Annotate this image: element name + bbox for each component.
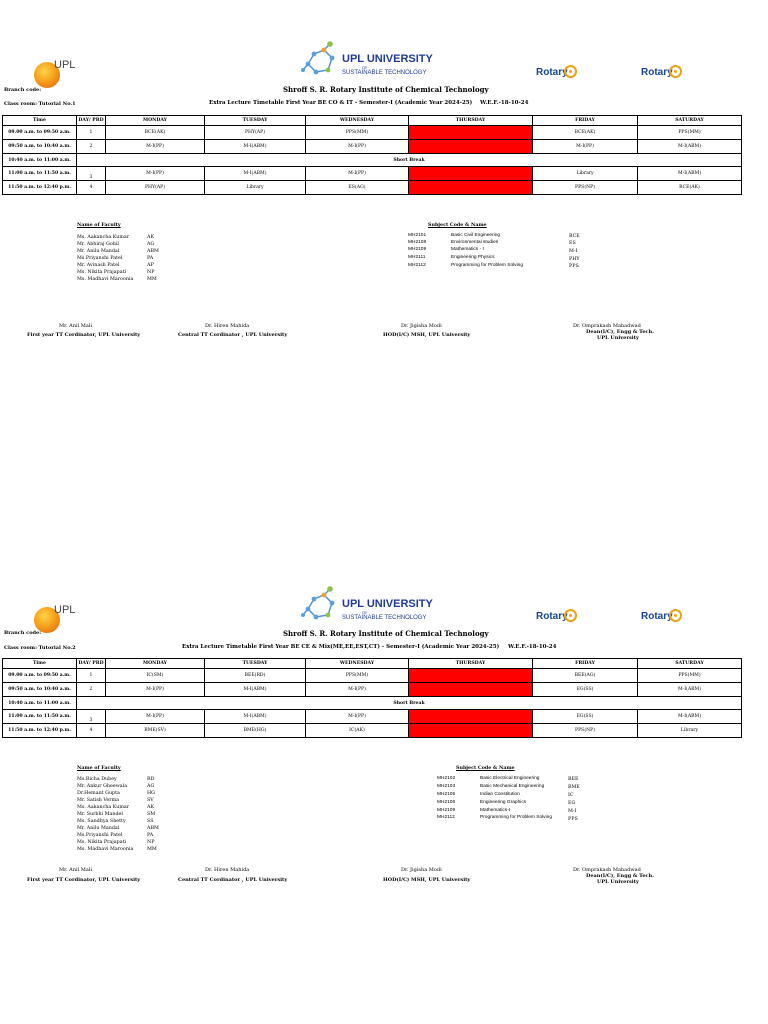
header-row [3, 116, 742, 126]
institute-name: Shroff S. R. Rotary Institute of Chemical Technology [283, 85, 489, 94]
molecule-icon [300, 585, 344, 627]
short-break: Short Break [77, 697, 742, 710]
faculty-title: Name of Faculty [77, 765, 121, 771]
col-tuesday: TUESDAY [205, 116, 306, 126]
table-row: 11:00 a.m. to 11:50 a.m. 3 M-I(PP) M-I(ABM) M-I(PP) Library M-I(ABM) [3, 167, 742, 181]
col-friday: FRIDAY [533, 116, 638, 126]
col-monday: MONDAY [106, 659, 205, 669]
col-time: Time [3, 116, 77, 126]
rotary-logo-1: Rotary [536, 63, 582, 85]
col-monday: MONDAY [106, 116, 205, 126]
thursday-blocked-cell [409, 181, 533, 195]
class-room: Class room: Tutorial No.2 [4, 645, 76, 651]
wef-date: W.E.F.-18-10-24 [480, 100, 529, 106]
molecule-icon [300, 40, 344, 82]
col-saturday: SATURDAY [638, 659, 742, 669]
col-saturday: SATURDAY [638, 116, 742, 126]
col-friday: FRIDAY [533, 659, 638, 669]
class-room: Class room: Tutorial No.1 [4, 101, 76, 107]
university-logo: UPL UNIVERSITY OF SUSTAINABLE TECHNOLOGY [300, 40, 432, 82]
col-tuesday: TUESDAY [205, 659, 306, 669]
rotary-wheel-icon [669, 609, 682, 622]
subject-title: Subject Code & Name [456, 765, 515, 771]
wef-date: W.E.F.-18-10-24 [508, 644, 557, 650]
faculty-title: Name of Faculty [77, 222, 121, 228]
branch-code: Branch code: [4, 87, 42, 93]
table-row: 09.00 a.m. to 09:50 a.m. 1 BCE(AK) PHY(AP) PPS(MM) BCE(AK) PPS(MM) [3, 126, 742, 140]
short-break: Short Break [77, 154, 742, 167]
col-wednesday: WEDNESDAY [306, 116, 409, 126]
col-wednesday: WEDNESDAY [306, 659, 409, 669]
timetable-title: Extra Lecture Timetable First Year BE CE & Mix(ME,EE,EST,CT) - Semester-I (Academic Year 2024-25) [182, 644, 500, 650]
branch-code: Branch code: [4, 630, 42, 636]
thursday-blocked-cell [409, 669, 533, 683]
table-row: 11:50 a.m. to 12:40 p.m. 4 BME(SV) BME(HG) IC(AK) PPS(NP) Library [3, 724, 742, 738]
thursday-blocked-cell [409, 710, 533, 724]
timetable [2, 115, 742, 195]
rotary-wheel-icon [564, 609, 577, 622]
rotary-wheel-icon [669, 65, 682, 78]
upl-logo: UPL [34, 56, 86, 90]
thursday-blocked-cell [409, 167, 533, 181]
break-row: 10:40 a.m. to 11:00 a.m. Short Break [3, 697, 742, 710]
rotary-wheel-icon [564, 65, 577, 78]
break-row: 10:40 a.m. to 11:00 a.m. Short Break [3, 154, 742, 167]
institute-name: Shroff S. R. Rotary Institute of Chemical Technology [283, 629, 489, 638]
timetable [2, 658, 742, 738]
thursday-blocked-cell [409, 683, 533, 697]
timetable-title: Extra Lecture Timetable First Year BE CO & IT - Semester-I (Academic Year 2024-25) [209, 100, 473, 106]
table-row: 09:50 a.m. to 10:40 a.m. 2 M-I(PP) M-I(ABM) M-I(PP) EG(SS) M-I(ABM) [3, 683, 742, 697]
thursday-blocked-cell [409, 140, 533, 154]
col-thursday: THURSDAY [409, 116, 533, 126]
header-row [3, 659, 742, 669]
upl-logo: UPL [34, 601, 86, 635]
thursday-blocked-cell [409, 126, 533, 140]
university-logo: UPL UNIVERSITY OF SUSTAINABLE TECHNOLOGY [300, 585, 432, 627]
table-row: 09:50 a.m. to 10:40 a.m. 2 M-I(PP) M-I(ABM) M-I(PP) M-I(PP) M-I(ABM) [3, 140, 742, 154]
col-prd: DAY/ PRD [77, 659, 106, 669]
table-row: 09.00 a.m. to 09:50 a.m. 1 IC(SM) BEE(RD) PPS(MM) BEE(AG) PPS(MM) [3, 669, 742, 683]
subject-title: Subject Code & Name [428, 222, 487, 228]
thursday-blocked-cell [409, 724, 533, 738]
table-row: 11:50 a.m. to 12:40 p.m. 4 PHY(AP) Library ES(AG) PPS(NP) BCE(AK) [3, 181, 742, 195]
rotary-logo-2: Rotary [641, 63, 687, 85]
col-thursday: THURSDAY [409, 659, 533, 669]
table-row: 11:00 a.m. to 11:50 a.m. 3 M-I(PP) M-I(ABM) M-I(PP) EG(SS) M-I(ABM) [3, 710, 742, 724]
col-prd: DAY/ PRD [77, 116, 106, 126]
rotary-logo-1: Rotary [536, 607, 582, 629]
col-time: Time [3, 659, 77, 669]
rotary-logo-2: Rotary [641, 607, 687, 629]
